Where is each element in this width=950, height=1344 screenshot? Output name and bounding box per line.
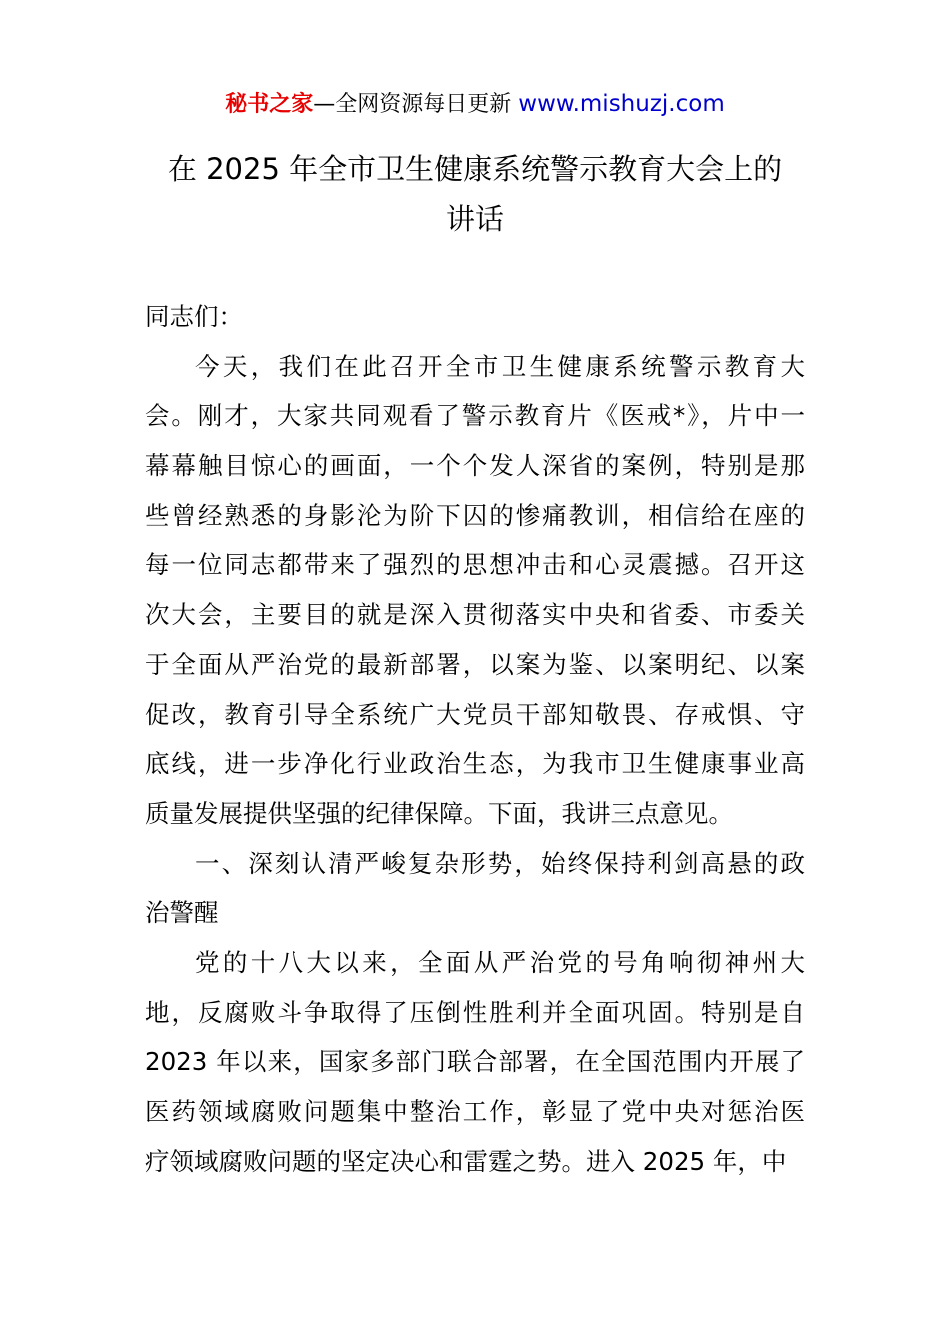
site-url[interactable]: www.mishuzj.com xyxy=(518,91,725,117)
paragraph-line: 会。刚才，大家共同观看了警示教育片《医戒*》，片中一 xyxy=(145,401,805,431)
paragraph-line: 次大会，主要目的就是深入贯彻落实中央和省委、市委关 xyxy=(145,600,805,630)
paragraph-line: 医药领域腐败问题集中整治工作，彰显了党中央对惩治医 xyxy=(145,1097,805,1126)
watermark-header xyxy=(0,88,950,121)
section-heading-line: 一、深刻认清严峻复杂形势，始终保持利剑高悬的政 xyxy=(195,848,805,878)
paragraph-line: 幕幕触目惊心的画面，一个个发人深省的案例，特别是那 xyxy=(145,451,805,481)
paragraph-line: 疗领域腐败问题的坚定决心和雷霆之势。进入 2025 年，中 xyxy=(145,1146,787,1176)
paragraph-line: 质量发展提供坚强的纪律保障。下面，我讲三点意见。 xyxy=(145,798,733,828)
paragraph-line: 2023 年以来，国家多部门联合部署，在全国范围内开展了 xyxy=(145,1047,805,1077)
paragraph-line: 每一位同志都带来了强烈的思想冲击和心灵震撼。召开这 xyxy=(145,550,805,580)
paragraph-line: 底线，进一步净化行业政治生态，为我市卫生健康事业高 xyxy=(145,749,805,779)
title-line: 在 2025 年全市卫生健康系统警示教育大会上的 xyxy=(167,152,783,186)
paragraph-line: 于全面从严治党的最新部署，以案为鉴、以案明纪、以案 xyxy=(145,649,805,679)
section-heading-line: 治警醒 xyxy=(145,898,219,928)
paragraph-line: 些曾经熟悉的身影沦为阶下囚的惨痛教训，相信给在座的 xyxy=(145,500,805,530)
document-title xyxy=(120,144,830,244)
document-body xyxy=(145,292,805,1186)
header-tagline: —全网资源每日更新 xyxy=(313,92,519,117)
salutation: 同志们： xyxy=(145,302,243,331)
paragraph-line: 地，反腐败斗争取得了压倒性胜利并全面巩固。特别是自 xyxy=(145,997,805,1027)
paragraph-line: 今天，我们在此召开全市卫生健康系统警示教育大 xyxy=(195,351,805,381)
brand-name: 秘书之家 xyxy=(225,92,314,117)
title-line: 讲话 xyxy=(445,202,504,236)
paragraph-line: 党的十八大以来，全面从严治党的号角响彻神州大 xyxy=(195,947,805,977)
paragraph-line: 促改，教育引导全系统广大党员干部知敬畏、存戒惧、守 xyxy=(145,699,805,729)
